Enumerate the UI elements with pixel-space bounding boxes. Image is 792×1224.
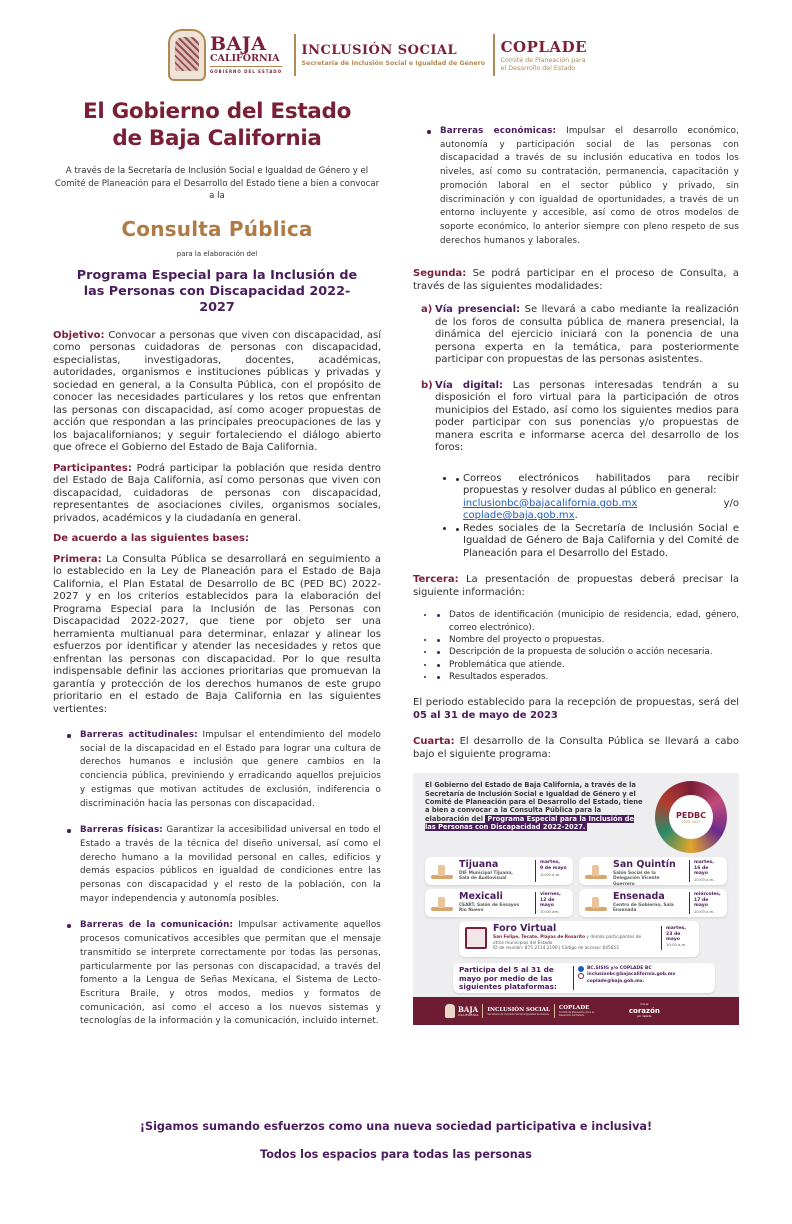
poster-footer <box>413 997 739 1025</box>
consulta-heading: Consulta Pública <box>121 216 313 241</box>
tercera-paragraph <box>413 574 739 599</box>
ensenada-landmark-icon <box>585 895 607 911</box>
venue-place: CEART, Salón de Ensayos Río Nuevo <box>459 903 520 914</box>
periodo-dates: 05 al 31 de mayo de 2023 <box>413 709 558 721</box>
logo-divider <box>493 34 495 76</box>
tercera-text: La presentación de propuestas deberá precisar la siguiente información: <box>413 574 739 598</box>
email-link-inclusion[interactable]: inclusionbc@bajacalifornia.gob.mx <box>463 497 638 509</box>
poster-highlight: Programa Especial para la Inclusión de las Personas con Discapacidad 2022-2027. <box>425 814 635 832</box>
inclusion-subtitle: Secretaría de Inclusión Social e Igualdad de Género <box>301 60 486 67</box>
poster-inclusion-sub: Secretaría de Inclusión Social e Igualdad de Género <box>487 1012 550 1016</box>
virtual-time: 10:00 a.m. <box>666 942 687 948</box>
participantes-text: Podrá participar la población que resida dentro del Estado de Baja California, así como personas que viven con discapacidad, cuidadoras de personas con discapacidad, representantes de asociaciones civiles, organismos sociales, privados, académicos y la ciudadanía en general. <box>53 462 381 524</box>
san-quintin-landmark-icon <box>585 863 607 879</box>
closing-tagline: Todos los espacios para todas las personas <box>260 1148 532 1161</box>
cuarta-label: Cuarta: <box>413 736 455 748</box>
corazon-top: Con el <box>640 1003 649 1007</box>
coplade-logo <box>501 38 587 73</box>
y-o-text: y/o <box>723 497 739 509</box>
venue-day: miércoles, <box>694 892 721 898</box>
venue-day: martes, <box>694 860 714 866</box>
venue-card-tijuana <box>425 857 573 885</box>
objetivo-text: Convocar a personas que viven con discapacidad, así como personas cuidadoras de personas con discapacidad, especialistas, investigadoras, docentes, académicas, autoridades, organismos e instituciones públicas y privadas y sociedad en general, a la Consulta Pública, con el propósito de conocer las necesidades particulares y los retos que enfrentan las personas con discapacidad, así como acoger propuestas de acción que respondan a las principales preocupaciones de las y los bajacalifornianos; y seguir fortaleciendo el diálogo abierto que ofrece el Gobierno del Estado de Baja California. <box>53 329 381 453</box>
participantes-label: Participantes: <box>53 462 132 474</box>
virtual-day: martes, <box>666 926 686 932</box>
page-title <box>53 98 381 152</box>
list-item <box>435 671 739 683</box>
venue-day: viernes, <box>540 892 561 898</box>
item-text: Nombre del proyecto o propuestas. <box>449 634 605 645</box>
venue-city: San Quintín <box>613 859 676 871</box>
venue-date-text: 12 de mayo <box>540 897 555 908</box>
list-item <box>435 646 739 658</box>
barrera-label: Barreras actitudinales: <box>80 730 198 740</box>
coplade-sub-1: Comité de Planeación para <box>500 56 586 64</box>
option-presencial <box>413 304 739 367</box>
pedbc-years: 2022-2027 <box>681 819 701 824</box>
participantes-paragraph <box>53 463 381 526</box>
poster-coplade-logo <box>559 1005 605 1017</box>
bullet-icon <box>427 130 431 134</box>
venue-card-ensenada <box>579 889 727 917</box>
baja-california-logo <box>210 33 283 74</box>
email-row <box>463 498 739 511</box>
poster-mail-2: coplade@baja.gob.mx. <box>587 978 645 984</box>
cuarta-paragraph <box>413 736 739 761</box>
venue-time: 10:00 a.m. <box>540 871 561 877</box>
list-item-barrera-fisica <box>53 824 381 906</box>
venue-card-mexicali <box>425 889 573 917</box>
list-item-barrera-actitudinal <box>53 729 381 811</box>
corazon-bottom: por delante <box>637 1015 652 1019</box>
tercera-label: Tercera: <box>413 574 459 586</box>
list-item <box>435 634 739 646</box>
virtual-places-bold: San Felipe, Tecate, Playas de Rosarito <box>493 935 586 941</box>
virtual-title: Foro Virtual <box>493 923 557 935</box>
item-text: Resultados esperados. <box>449 671 549 682</box>
venue-time: 10:00 a.m. <box>694 877 715 883</box>
closing-slogan: ¡Sigamos sumando esfuerzos como una nueva sociedad participativa e inclusiva! <box>139 1120 653 1133</box>
poster-mail-1: inclusionbc@bajacalifornia.gob.mx <box>587 972 676 978</box>
item-text: Problemática que atiende. <box>449 659 565 670</box>
list-item-barrera-economica <box>413 125 739 248</box>
barrera-text: Impulsar el entendimiento del modelo social de la discapacidad en el Estado para lograr una cultura de derechos humanos e inclusión que genere cambios en la conciencia pública, previniendo y erradicando aquellos prejuicios y estigmas que motivan actitudes de exclusión, indiferencia o discriminación hacia las personas con discapacidad. <box>80 730 381 809</box>
poster-intro <box>425 781 643 831</box>
logo-baja: BAJA <box>210 33 267 55</box>
barreras-list <box>53 729 381 1029</box>
participa-text: Participa del 5 al 31 de mayo por medio de las siguientes plataformas: <box>459 965 557 991</box>
bullet-icon <box>437 639 440 642</box>
option-letter: b) <box>421 379 433 391</box>
barreras-list-continued <box>413 125 739 248</box>
computer-icon <box>465 927 487 949</box>
option-label: Vía presencial: <box>435 304 521 316</box>
cuarta-text: El desarrollo de la Consulta Pública se llevará a cabo bajo el siguiente programa: <box>413 736 739 760</box>
participa-platforms <box>573 966 675 990</box>
mexicali-landmark-icon <box>431 895 453 911</box>
facebook-icon <box>578 966 584 972</box>
program-poster <box>413 773 739 1025</box>
poster-intro-text: El Gobierno del Estado de Baja California, a través de la Secretaría de Inclusión Social e Igualdad de Género y el Comité de Planeación para el Desarrollo del Estado, tiene a bien a convocar a la Consulta Pública para la elaboración del <box>425 781 643 823</box>
poster-crest-icon <box>445 1004 455 1018</box>
item-text: Datos de identificación (municipio de residencia, edad, género, correo electrónico). <box>449 610 739 633</box>
social-handle: BC.SISIG y/o COPLADE BC <box>587 966 652 972</box>
bullet-icon <box>67 924 71 928</box>
segunda-paragraph <box>413 268 739 293</box>
participa-card <box>453 963 715 993</box>
baja-california-crest-icon <box>168 29 206 81</box>
primera-paragraph <box>53 554 381 717</box>
logo-gobierno: GOBIERNO DEL ESTADO <box>210 66 282 74</box>
bases-heading: De acuerdo a las siguientes bases: <box>53 533 249 544</box>
venue-city: Tijuana <box>459 859 499 871</box>
left-column <box>53 98 381 1029</box>
bullet-icon <box>67 734 71 738</box>
poster-baja: BAJA <box>458 1004 479 1014</box>
virtual-places <box>493 935 643 951</box>
option-text: Se llevará a cabo mediante la realización de los foros de consulta pública de manera presencial, la dinámica del ejercicio iniciará con la ponencia de una persona experta en la temática, para posteriormente participar con propuestas de las personas asistentes. <box>435 304 739 366</box>
mail-icon <box>578 973 584 979</box>
barrera-label: Barreras de la comunicación: <box>80 920 234 931</box>
objetivo-paragraph <box>53 330 381 455</box>
item-text: Descripción de la propuesta de solución o acción necesaria. <box>449 647 713 658</box>
virtual-date <box>661 926 695 950</box>
corazon-logo <box>629 1002 660 1020</box>
list-item-barrera-comunicacion <box>53 919 381 1029</box>
email-row-2 <box>463 510 739 523</box>
option-digital <box>413 380 739 455</box>
email-link-coplade[interactable]: coplade@baja.gob.mx <box>463 510 575 522</box>
coplade-sub-2: el Desarrollo del Estado <box>500 64 576 72</box>
poster-divider <box>482 1004 483 1018</box>
barrera-label: Barreras físicas: <box>80 825 163 836</box>
venue-time: 10:00 am. <box>540 909 560 915</box>
list-item-redes <box>455 523 739 561</box>
bullet-icon <box>67 829 71 833</box>
poster-inclusion: INCLUSIÓN SOCIAL <box>487 1006 550 1013</box>
inclusion-title: INCLUSIÓN SOCIAL <box>301 43 458 58</box>
pedbc-badge-inner <box>669 795 713 839</box>
mail-row-2 <box>578 979 675 985</box>
bullet-icon <box>456 478 459 481</box>
barrera-text: Garantizar la accesibilidad universal en todo el Estado a través de la técnica del diseño universal, así como el derecho humano a la movilidad personal en calles, edificios y demás espacios públicos en igualdad de condiciones entre las personas con discapacidad y el resto de la población, con la mayor independencia y autonomía posibles. <box>80 825 381 904</box>
title-line-1: El Gobierno del Estado <box>82 99 352 124</box>
list-item <box>435 609 739 634</box>
venue-card-san-quintin <box>579 857 727 885</box>
poster-divider <box>554 1004 555 1018</box>
bullet-icon <box>437 651 440 654</box>
segunda-label: Segunda: <box>413 268 467 280</box>
correos-text: Correos electrónicos habilitados para recibir propuestas y resolver dudas al público en general: <box>463 472 739 497</box>
venue-date <box>535 860 569 882</box>
virtual-forum-card <box>459 921 699 957</box>
objetivo-label: Objetivo: <box>53 329 105 341</box>
poster-california: CALIFORNIA <box>458 1012 479 1017</box>
venue-place: Salón Social de la Delegación Vicente Guerrero <box>613 871 660 887</box>
corazon-text: corazón <box>628 1007 660 1016</box>
barrera-text: Impulsar el desarrollo económico, autonomía y participación social de las personas con discapacidad a través de su inclusión educativa en todos los niveles, así como su contratación, permanencia, capacitación y promoción laboral en el sector público y privado, sin discriminación y con igualdad de oportunidades, a través de un entorno incluyente y accesible, así como de otros modelos de soporte económico, lo anterior siempre con pleno respeto de sus derechos humanos y laborales. <box>440 126 739 246</box>
periodo-paragraph <box>413 697 739 722</box>
primera-text: La Consulta Pública se desarrollará en seguimiento a lo establecido en la Ley de Planeación para el Estado de Baja California, el Plan Estatal de Desarrollo de BC (PED BC) 2022-2027 y en los criterios establecidos para la elaboración del Programa Especial para la Inclusión de las Personas con Discapacidad 2022-2027, que tiene por objeto ser una herramienta multianual para determinar, enlazar y alinear los esfuerzos por identificar y atender las necesidades y retos que enfrentan las personas con discapacidad. Por lo que resulta indispensable definir las acciones prioritarias que promuevan la garantía y protección de los derechos humanos de este grupo prioritario en el estado de Baja California en las siguientes vertientes: <box>53 553 381 715</box>
segunda-text: Se podrá participar en el proceso de Consulta, a través de las siguientes modalidades: <box>413 268 739 292</box>
poster-coplade-sub: Comité de Planeación para el Desarrollo del Estado <box>558 1011 594 1018</box>
title-line-2: de Baja California <box>112 126 322 151</box>
para-elaboracion-text: para la elaboración del <box>176 249 258 258</box>
venue-city: Mexicali <box>459 891 503 903</box>
inclusion-social-logo <box>302 43 486 67</box>
venue-date <box>689 860 723 882</box>
logo-divider <box>294 34 296 76</box>
venue-date <box>689 892 723 914</box>
right-column <box>413 125 739 1025</box>
logo-california: CALIFORNIA <box>210 53 280 64</box>
venue-date-text: 9 de mayo <box>540 865 567 871</box>
poster-bc-logo <box>458 1006 478 1017</box>
venue-place: Centro de Gobierno, Sala Ensenada <box>613 903 674 914</box>
email-suffix: . <box>574 510 578 522</box>
intro-text: A través de la Secretaría de Inclusión Social e Igualdad de Género y el Comité de Planeación para el Desarrollo del Estado tiene a bien a convocar a la <box>54 166 380 201</box>
venue-time: 10:00 a.m. <box>694 909 715 915</box>
coplade-title: COPLADE <box>500 37 588 56</box>
venue-date-text: 17 de mayo <box>694 897 709 908</box>
venue-date <box>535 892 569 914</box>
primera-label: Primera: <box>53 553 102 565</box>
option-text: Las personas interesadas tendrán a su disposición el foro virtual para la participación de otros municipios del Estado, así como los siguientes medios para poder participar con sus ponencias y/o propuestas de manera escrita e informarse acerca del desarrollo de los foros: <box>435 379 739 454</box>
virtual-meeting-id: ID de reunión: 875 2114 2190 | Código de acceso: 645653 <box>493 945 619 951</box>
virtual-date-text: 23 de mayo <box>666 931 681 942</box>
tijuana-landmark-icon <box>431 863 453 879</box>
barrera-text: Impulsar activamente aquellos procesos comunicativos accesibles que permitan que el mensaje transmitido se interprete correctamente por todas las personas, particularmente por las personas con discapacidad, a través del fomento a la Lengua de Señas Mexicana, el Sistema de Lecto-Escritura Braile, y otros modos, medios y formatos de comunicación, así como el acceso a los nuevos sistemas y tecnologías de la información y la comunicación, incluido internet. <box>80 920 381 1027</box>
venue-date-text: 16 de mayo <box>694 865 709 876</box>
informacion-list <box>413 609 739 683</box>
option-letter: a) <box>421 304 433 316</box>
venue-city: Ensenada <box>613 891 665 903</box>
pedbc-badge-icon <box>655 781 727 853</box>
virtual-places-rest: y demás participantes de otros municipios del Estado <box>493 935 642 946</box>
venue-day: martes, <box>540 860 560 866</box>
bullet-icon <box>437 664 440 667</box>
programa-heading: Programa Especial para la Inclusión de las Personas con Discapacidad 2022-2027 <box>76 267 358 315</box>
header-logos <box>168 26 638 84</box>
medios-list <box>413 473 739 561</box>
redes-text: Redes sociales de la Secretaría de Inclusión Social e Igualdad de Género de Baja California y del Comité de Planeación para el Desarrollo del Estado. <box>463 522 739 559</box>
list-item <box>435 659 739 671</box>
periodo-text: El periodo establecido para la recepción de propuestas, será del <box>413 697 739 709</box>
bullet-icon <box>456 528 459 531</box>
venue-place: DIF Municipal Tijuana, Sala de Audiovisual <box>459 871 513 882</box>
bullet-icon <box>437 676 440 679</box>
bullet-icon <box>437 614 440 617</box>
pedbc-title: PEDBC <box>676 810 706 820</box>
poster-inclusion-logo <box>487 1007 549 1016</box>
poster-coplade: COPLADE <box>558 1005 590 1012</box>
list-item-correos <box>455 473 739 523</box>
barrera-label: Barreras económicas: <box>440 126 557 136</box>
option-label: Vía digital: <box>435 379 504 391</box>
